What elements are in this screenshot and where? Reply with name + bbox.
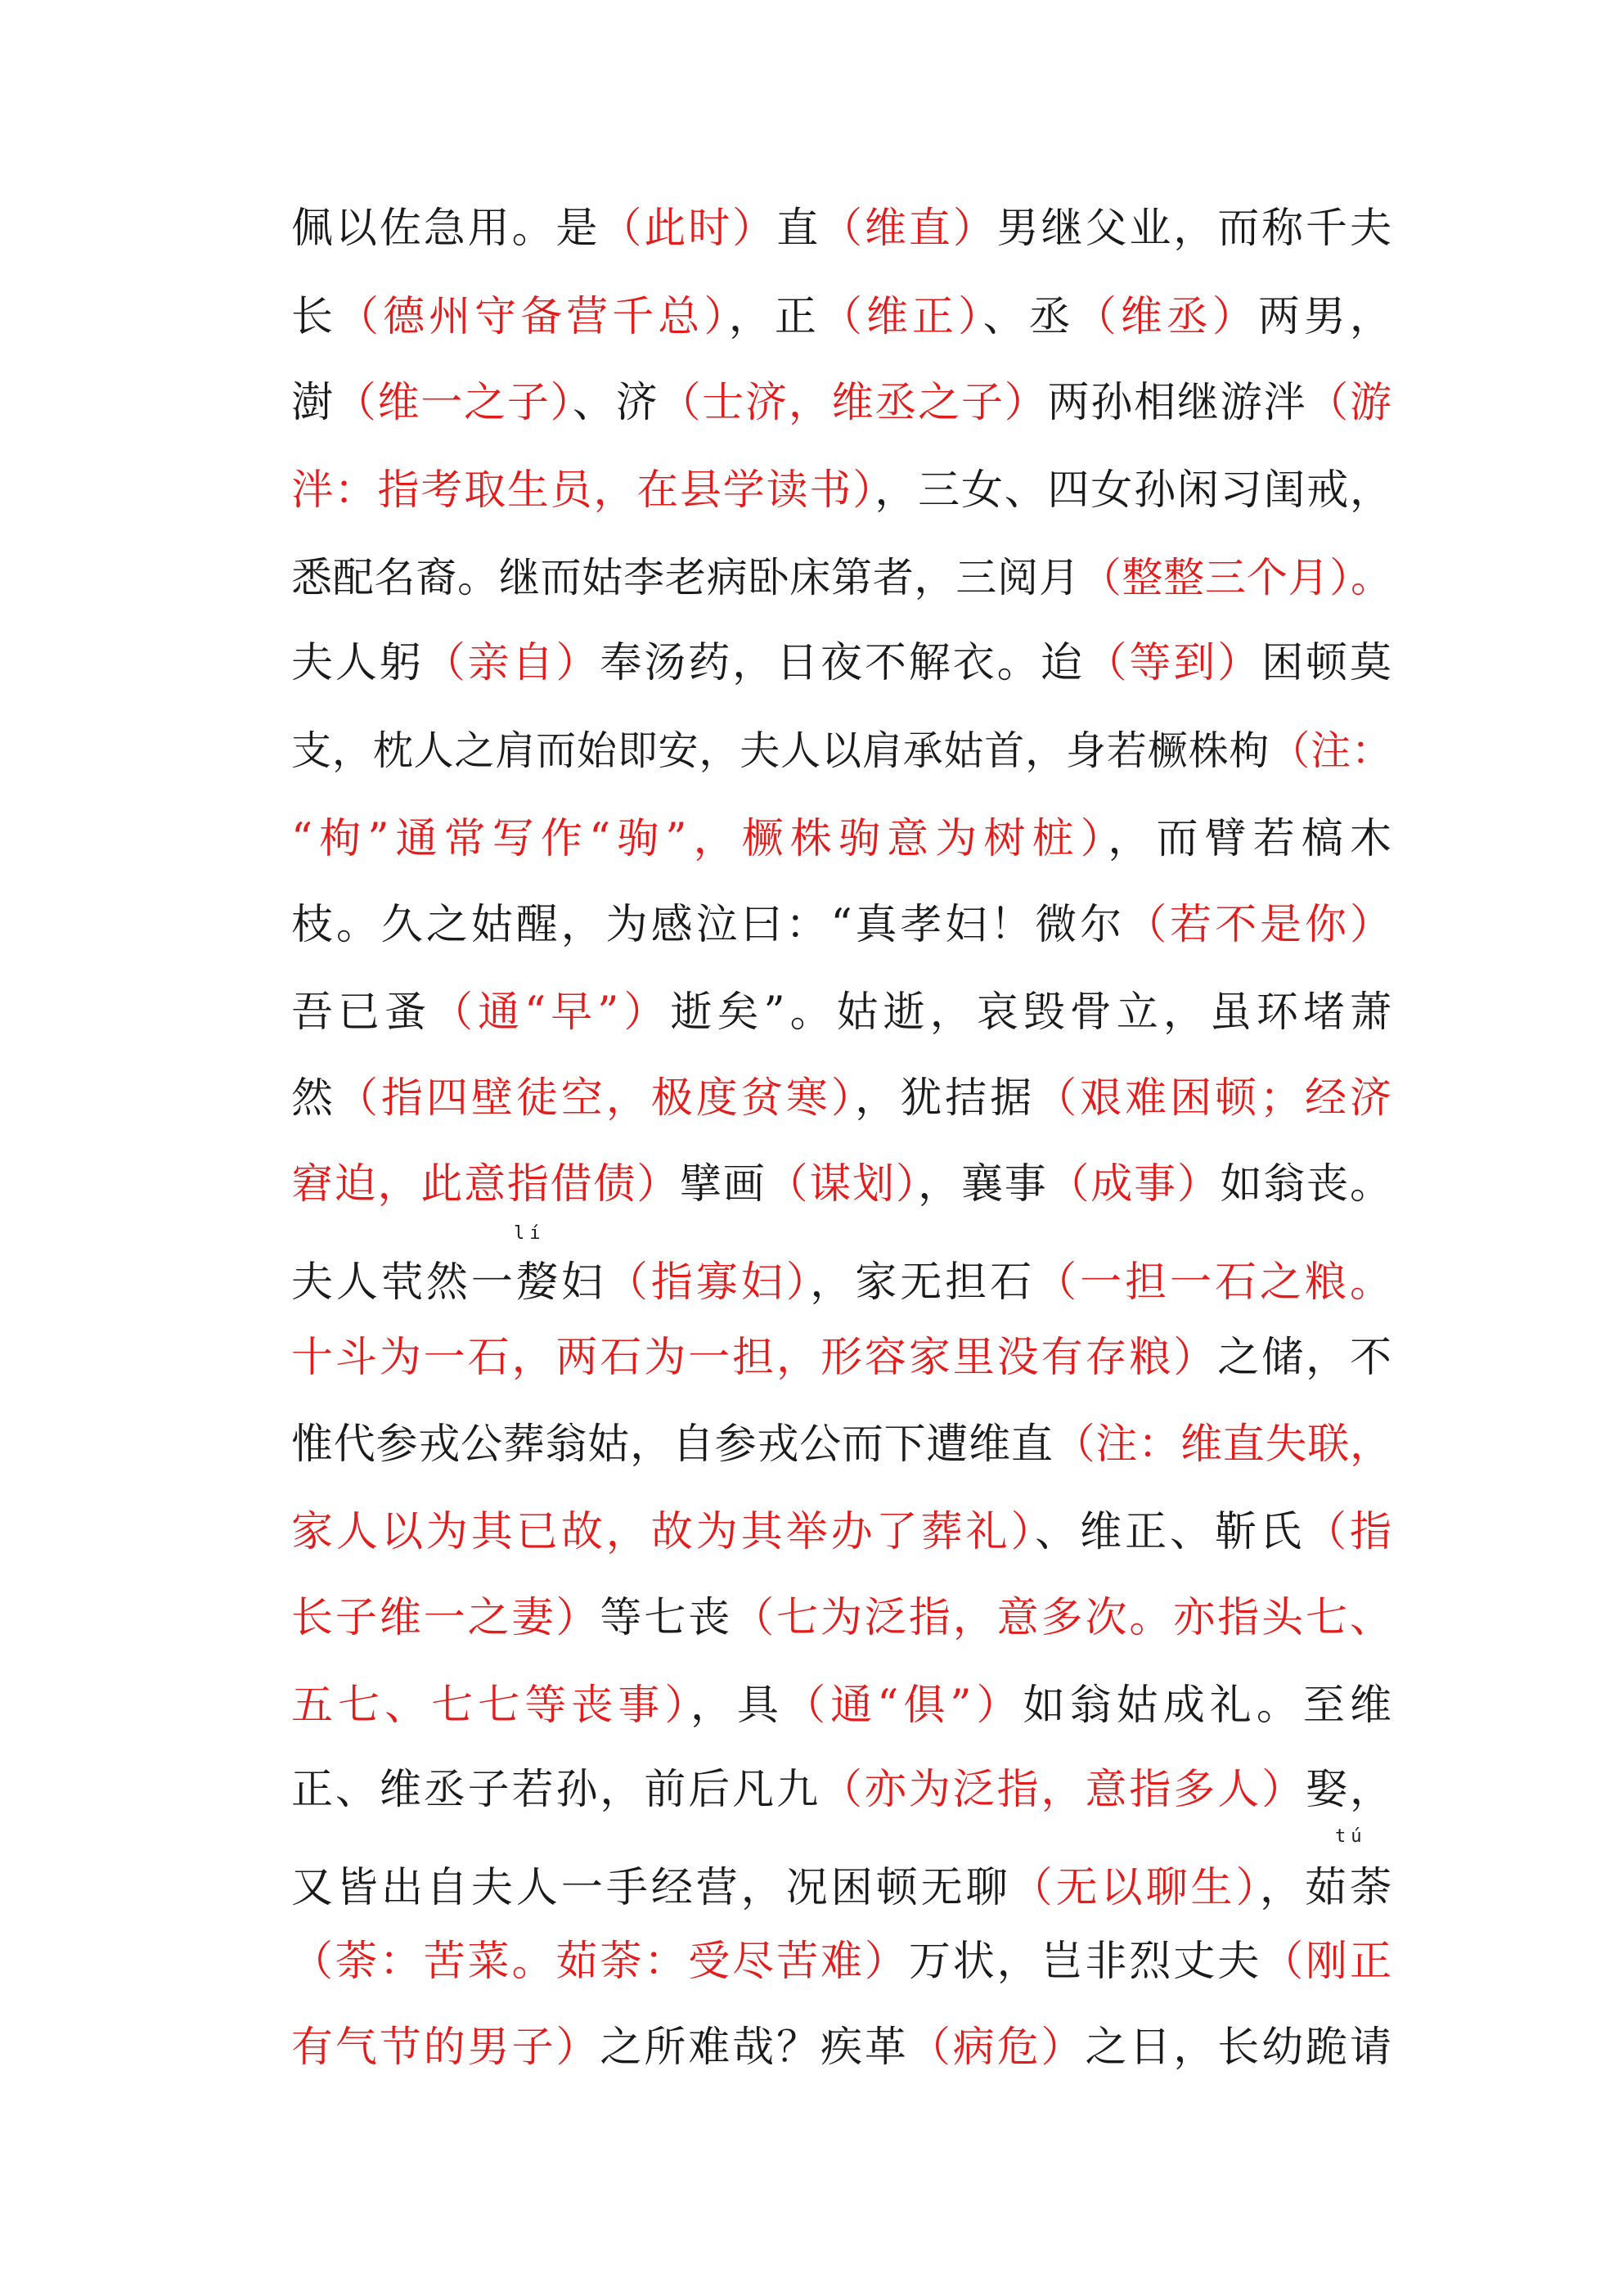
text-line	[291, 1244, 1391, 1322]
body-text-segment: 夫人茕然一嫠妇	[291, 1258, 606, 1307]
text-line	[291, 1493, 1391, 1572]
body-text-segment: 、丞	[982, 293, 1075, 341]
body-text-segment: 又皆出自夫人一手经营，况困顿无聊	[291, 1864, 1011, 1912]
annotation-text: （通“早”）	[431, 988, 671, 1037]
text-line	[291, 712, 1391, 790]
text-line	[291, 1406, 1391, 1484]
annotation-text: （谋划）	[766, 1160, 919, 1209]
body-text-segment: 两孙相继游泮	[1047, 379, 1307, 427]
body-text-segment: 长	[291, 293, 338, 341]
text-line	[291, 1923, 1391, 2001]
text-line	[291, 452, 1391, 530]
body-text-segment: 擘画	[680, 1160, 767, 1209]
annotation-text: 有气节的男子）	[291, 2024, 600, 2072]
annotation-text: （等到）	[1085, 639, 1262, 687]
annotation-text: （维一之子）	[334, 379, 573, 427]
annotation-text: （病危）	[908, 2024, 1086, 2072]
body-text-segment: 、维正、靳氏	[1035, 1508, 1305, 1556]
annotation-text: 五七、七七等丧事）	[291, 1681, 690, 1730]
body-text-segment: 之所难哉？疾革	[600, 2024, 909, 2072]
annotation-text: （亲自）	[423, 639, 600, 687]
text-line	[291, 974, 1391, 1052]
text-line	[291, 886, 1391, 965]
annotation-text: （此时）	[600, 205, 777, 253]
body-text-segment: 如翁姑成礼。至维	[1023, 1681, 1391, 1730]
text-line	[291, 1751, 1391, 1830]
text-line	[291, 1146, 1391, 1224]
annotation-text: （维丞）	[1074, 293, 1258, 341]
body-text-segment: ，犹拮据	[855, 1074, 1036, 1123]
annotation-text: （无以聊生）	[1010, 1864, 1261, 1912]
annotation-text: 泮：指考取生员，在县学读书）	[291, 466, 875, 515]
annotation-text: 窘迫，此意指借债）	[291, 1160, 680, 1209]
text-line	[291, 1060, 1391, 1138]
text-line	[291, 364, 1391, 443]
body-text-segment: 惟代参戎公葬翁姑，自参戎公而下遭维直	[291, 1420, 1054, 1469]
body-text-segment: 娶，	[1306, 1766, 1391, 1814]
annotation-text: （刚正	[1261, 1938, 1391, 1986]
body-text-segment: 正、维丞子若孙，前后凡九	[291, 1766, 820, 1814]
annotation-text: （整整三个月）。	[1080, 554, 1392, 601]
body-text-segment: 之日，长幼跪请	[1085, 2024, 1391, 2072]
annotation-text: 家人以为其已故，故为其举办了葬礼）	[291, 1508, 1036, 1556]
pinyin-annotation-tu: tú	[1335, 1826, 1367, 1847]
text-line	[291, 1667, 1391, 1745]
body-text-segment: 枝。久之姑醒，为感泣曰：“真孝妇！微尔	[291, 901, 1126, 949]
body-text-segment: 悉配名裔。继而姑李老病卧床第者，三阅月	[291, 554, 1081, 601]
body-text-segment: 等七丧	[600, 1594, 733, 1642]
annotation-text: （若不是你）	[1125, 901, 1391, 949]
annotation-text: （一担一石之粮。	[1035, 1258, 1391, 1307]
annotation-text: （亦为泛指，意指多人）	[820, 1766, 1306, 1814]
body-text-segment: 之储，不	[1217, 1334, 1391, 1382]
annotation-text: （注：维直失联，	[1053, 1420, 1391, 1469]
annotation-text: （七为泛指，意多次。亦指头七、	[732, 1594, 1391, 1642]
text-line	[291, 190, 1391, 268]
body-text-segment: ，茹荼	[1260, 1864, 1391, 1912]
annotation-text: （成事）	[1047, 1160, 1221, 1209]
text-line	[291, 538, 1391, 617]
annotation-text: （指四壁徒空，极度贫寒）	[335, 1074, 856, 1123]
body-text-segment: ，襄事	[918, 1160, 1048, 1209]
annotation-text: 十斗为一石，两石为一担，形容家里没有存粮）	[291, 1334, 1218, 1382]
body-text-segment: 困顿莫	[1261, 639, 1391, 687]
body-text-segment: ，正	[728, 293, 820, 341]
body-text-segment: 夫人躬	[291, 639, 424, 687]
body-text-segment: ，家无担石	[810, 1258, 1036, 1307]
annotation-text: （注：	[1270, 727, 1391, 774]
text-line	[291, 624, 1391, 703]
annotation-text: （通“俱”）	[784, 1681, 1023, 1730]
annotation-text: （士济，维丞之子）	[659, 379, 1048, 427]
text-line	[291, 800, 1391, 879]
body-text-segment: 逝矣”。姑逝，哀毁骨立，虽环堵萧	[670, 988, 1391, 1037]
pinyin-annotation-li: lí	[514, 1223, 546, 1244]
annotation-text: （游	[1306, 379, 1391, 427]
annotation-text: （德州守备营千总）	[337, 293, 729, 341]
annotation-text: （艰难困顿；经济	[1035, 1074, 1391, 1123]
body-text-segment: 男继父业，而称千夫	[996, 205, 1391, 253]
body-text-segment: ，而臂若槁木	[1108, 815, 1391, 863]
text-line	[291, 278, 1391, 357]
text-line	[291, 1319, 1391, 1398]
text-line	[291, 1579, 1391, 1658]
annotation-text: （维正）	[820, 293, 983, 341]
body-text-segment: 澍	[291, 379, 335, 427]
annotation-text: （维直）	[820, 205, 997, 253]
body-text-segment: ，三女、四女孙闲习闺戒，	[874, 466, 1391, 515]
body-text-segment: 佩以佐急用。是	[291, 205, 600, 253]
annotation-text: （荼：苦菜。茹荼：受尽苦难）	[291, 1938, 909, 1986]
body-text-segment: 如翁丧。	[1220, 1160, 1391, 1209]
body-text-segment: 、济	[572, 379, 659, 427]
body-text-segment: ，具	[690, 1681, 785, 1730]
body-text-segment: 然	[291, 1074, 336, 1123]
body-text-segment: 吾已蚤	[291, 988, 432, 1037]
annotation-text: （指	[1305, 1508, 1391, 1556]
body-text-segment: 万状，岂非烈丈夫	[908, 1938, 1262, 1986]
annotation-text: 长子维一之妻）	[291, 1594, 600, 1642]
text-line	[291, 2009, 1391, 2087]
text-line	[291, 1849, 1391, 1928]
body-text-segment: 支，枕人之肩而始即安，夫人以肩承姑首，身若橛株枸	[291, 727, 1270, 774]
body-text-segment: 直	[776, 205, 820, 253]
body-text-segment: 奉汤药，日夜不解衣。迨	[600, 639, 1086, 687]
annotation-text: “枸”通常写作“驹”，橛株驹意为树桩）	[291, 815, 1108, 863]
annotation-text: （指寡妇）	[605, 1258, 811, 1307]
body-text-segment: 两男，	[1257, 293, 1391, 341]
